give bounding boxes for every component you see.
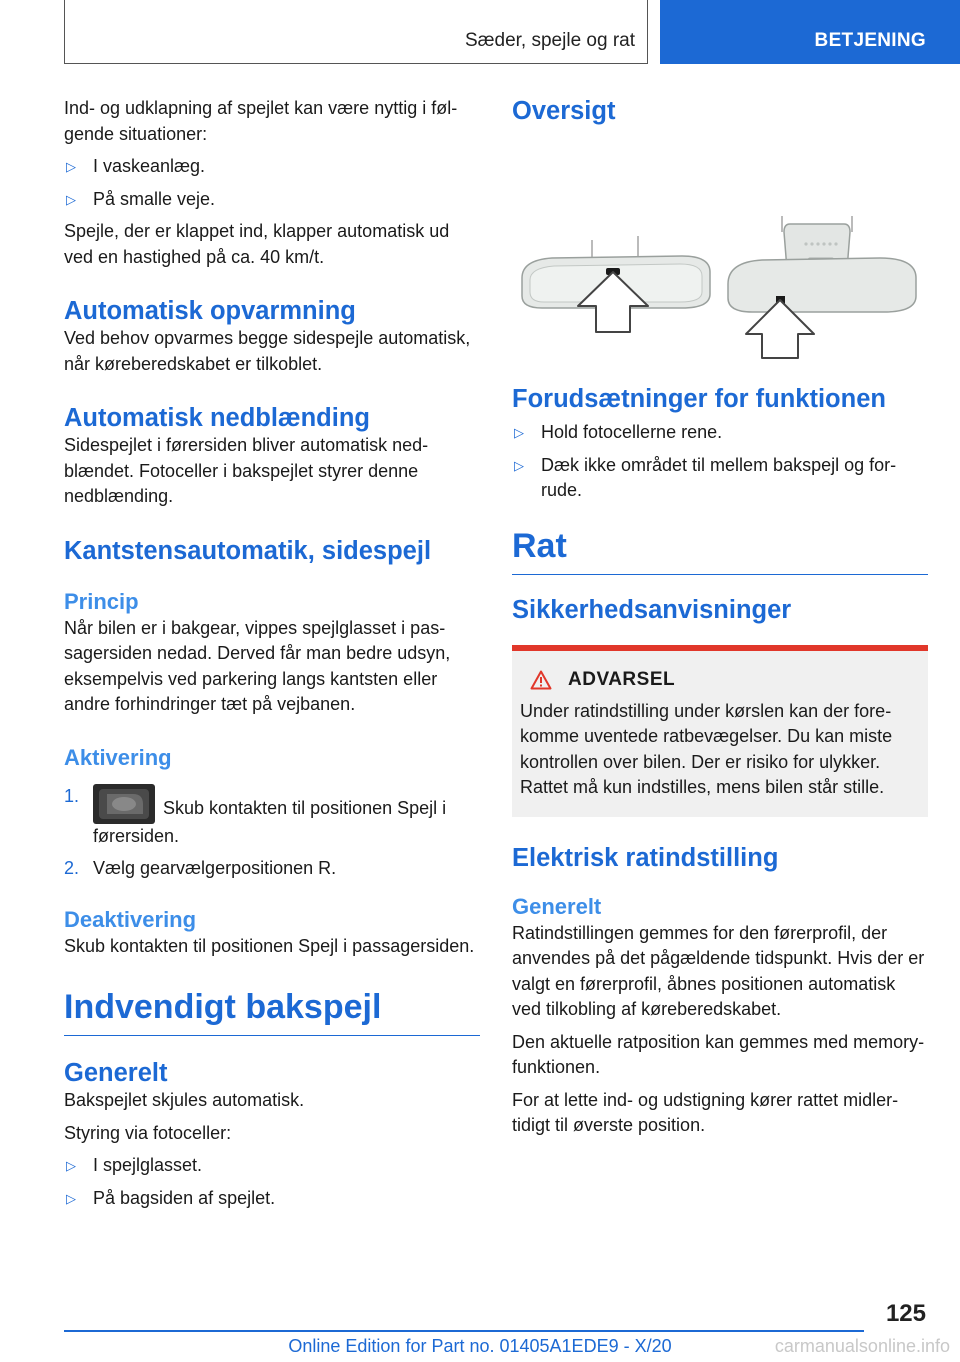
prerequisites-list	[512, 420, 928, 504]
deactivation-heading: Deaktivering	[64, 906, 197, 932]
general-text: Bakspejlet skjules automatisk.	[64, 1090, 305, 1110]
triangle-right-icon: ▷	[66, 1158, 76, 1173]
warning-triangle-icon	[530, 670, 552, 690]
safety-heading: Sikkerhedsanvisninger	[512, 595, 792, 624]
deactivation-text: Skub kontakten til positionen Spejl i passagersiden.	[64, 935, 475, 956]
list-item: ▷ Hold fotocellerne rene.	[512, 420, 928, 446]
list-item: ▷ I vaskeanlæg.	[64, 154, 480, 180]
triangle-right-icon: ▷	[66, 159, 76, 174]
steering-para-3: For at lette ind- og udstigning kører rattet midlertidigt til øverste position.	[512, 1089, 899, 1135]
warning-label: ADVARSEL	[568, 668, 676, 690]
dimming-text: Sidespejlet i førersiden bliver automatisk nedblændet. Fotoceller i bakspejlet styrer denne nedblænding.	[64, 435, 429, 506]
general-heading-right: Generelt	[512, 893, 602, 919]
triangle-right-icon: ▷	[66, 191, 76, 207]
triangle-right-icon: ▷	[66, 1190, 76, 1206]
list-item: 1. Skub kontakten til positionen Spejl i førersiden.	[64, 785, 447, 846]
list-item: ▷ På bagsiden af spejlet.	[64, 1186, 480, 1212]
header-section-box	[64, 0, 648, 64]
triangle-right-icon: ▷	[514, 457, 524, 473]
prerequisites-heading: Forudsætninger for funktionen	[512, 385, 886, 413]
header-chapter-tab	[660, 0, 960, 64]
footer-watermark: carmanualsonline.info	[772, 1336, 950, 1357]
warning-header	[520, 669, 920, 691]
electric-adjustment-heading: Elektrisk ratindstilling	[512, 843, 779, 872]
footer-edition: Online Edition for Part no. 01405A1EDE9 - X/20	[288, 1336, 672, 1356]
overview-heading: Oversigt	[512, 97, 616, 125]
header-chapter-label: BETJENING	[814, 30, 926, 51]
left-column	[64, 96, 480, 1218]
intro-text: Ind- og udklapning af spejlet kan være nyttig i følgende situationer:	[64, 98, 458, 144]
heating-text: Ved behov opvarmes begge sidespejle automatisk, når køreberedskabet er tilkoblet.	[64, 328, 471, 374]
list-item: 2. Vælg gearvælgerpositionen R.	[64, 858, 337, 878]
list-item: ▷ På smalle veje.	[64, 187, 480, 213]
interior-mirror-heading: Indvendigt bakspejl	[64, 987, 480, 1036]
principle-heading: Princip	[64, 588, 139, 614]
triangle-right-icon: ▷	[514, 425, 524, 440]
list-item: ▷ I spejlglasset.	[64, 1153, 480, 1179]
activation-heading: Aktivering	[64, 744, 172, 770]
warning-text: Under ratindstilling under kørslen kan der forekomme uventede ratbevægelser. Du kan miste kontrollen over bilen. Der er risiko for ulykker. Rattet må kun indstilles, mens bilen står stille.	[520, 700, 893, 797]
general-heading: Generelt	[64, 1059, 168, 1087]
header-section-title: Sæder, spejle og rat	[464, 30, 635, 51]
intro-list	[64, 154, 480, 212]
principle-text: Når bilen er i bakgear, vippes spejlglasset i passagersiden nedad. Derved får man bedre udsyn, eksempelvis ved parkering langs kantsten eller andre forhindringer tæt på vejbanen.	[64, 617, 451, 714]
rearview-mirror-illustration	[512, 132, 928, 382]
footer-divider	[64, 1330, 864, 1332]
steering-para-2: Den aktuelle ratposition kan gemmes med memory-funktionen.	[512, 1031, 925, 1077]
heating-heading: Automatisk opvarmning	[64, 297, 356, 325]
right-column	[512, 96, 928, 1146]
mirror-switch-icon	[93, 784, 155, 824]
control-list	[64, 1153, 480, 1211]
warning-box	[512, 645, 928, 817]
page-header	[0, 0, 960, 66]
curb-heading: Kantstensautomatik, sidespejl	[64, 536, 432, 565]
steering-para-1: Ratindstillingen gemmes for den førerprofil, der anvendes på det pågældende tidspunkt. Hvis der er valgt en førerprofil, åbnes positionen automatisk ved tilkobling af køreberedskabet.	[512, 922, 925, 1019]
dimming-heading: Automatisk nedblænding	[64, 404, 370, 432]
steering-wheel-heading: Rat	[512, 526, 928, 575]
control-text: Styring via fotoceller:	[64, 1122, 232, 1143]
list-item: ▷ Dæk ikke området til mellem bakspejl og forrude.	[514, 454, 897, 500]
fold-note: Spejle, der er klappet ind, klapper automatisk ud ved en hastighed på ca. 40 km/t.	[64, 221, 450, 267]
activation-steps	[64, 784, 480, 882]
page-number: 125	[885, 1300, 926, 1327]
